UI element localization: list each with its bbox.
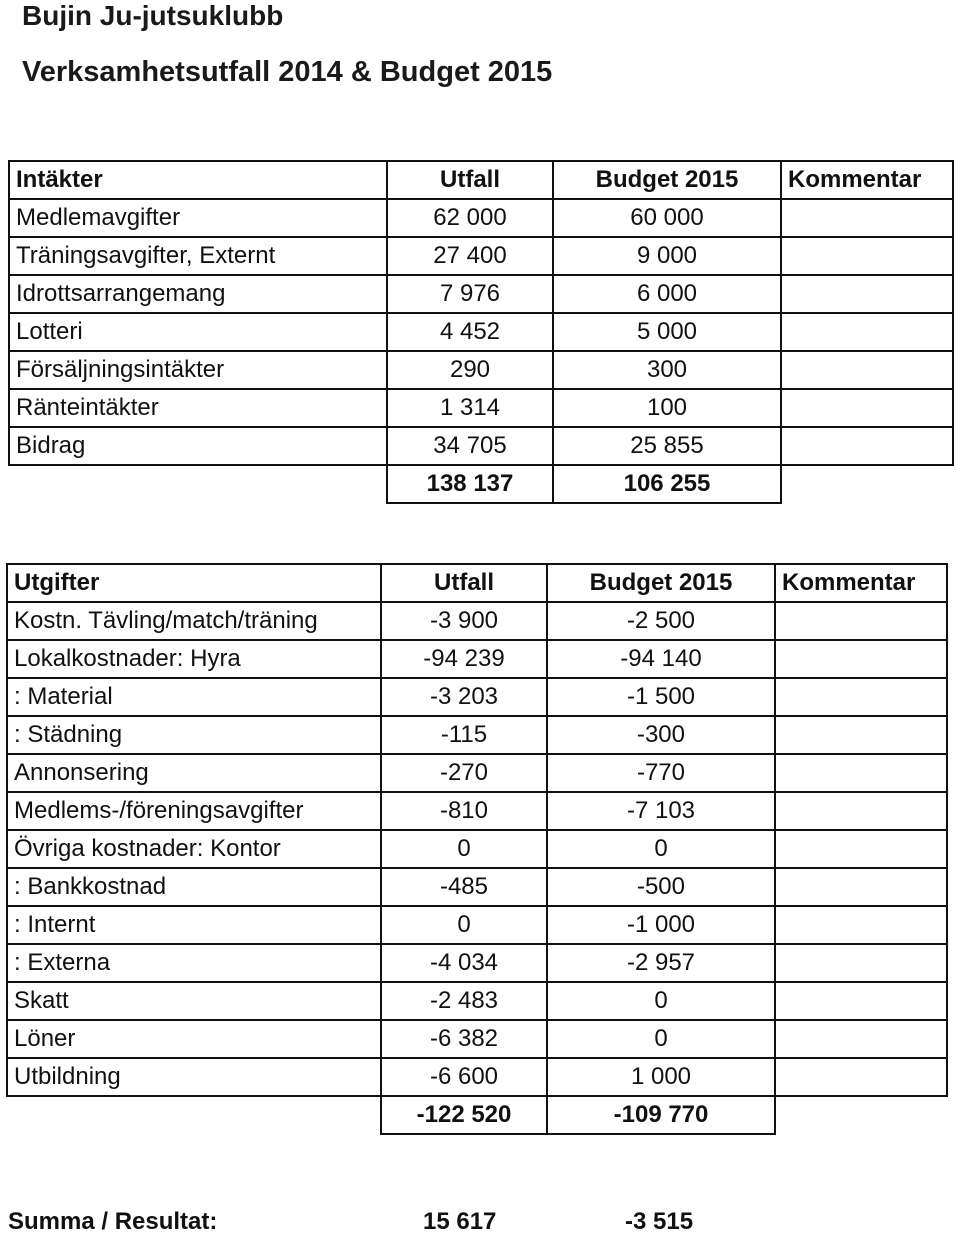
row-label: : Internt [7, 906, 381, 944]
row-label: Löner [7, 1020, 381, 1058]
row-label: Övriga kostnader: Kontor [7, 830, 381, 868]
table-row [7, 678, 947, 716]
budget-value: 6 000 [553, 275, 781, 313]
budget-value: -1 500 [547, 678, 775, 716]
comment-cell [775, 868, 947, 906]
table-row [9, 389, 953, 427]
utfall-value: 0 [381, 906, 547, 944]
comment-cell [775, 982, 947, 1020]
summary-row [8, 1208, 948, 1242]
utfall-value: -94 239 [381, 640, 547, 678]
row-label: Idrottsarrangemang [9, 275, 387, 313]
row-label: Träningsavgifter, Externt [9, 237, 387, 275]
budget-value: 1 000 [547, 1058, 775, 1096]
utfall-value: -485 [381, 868, 547, 906]
expenses-table [6, 563, 948, 1135]
table-row [9, 275, 953, 313]
budget-value: -1 000 [547, 906, 775, 944]
total-budget-value: -109 770 [547, 1096, 775, 1134]
summary-label: Summa / Resultat: [8, 1208, 218, 1235]
utfall-value: 7 976 [387, 275, 553, 313]
table-row [7, 602, 947, 640]
comment-cell [781, 351, 953, 389]
header-row [7, 564, 947, 602]
section-header: Intäkter [9, 161, 387, 199]
comment-cell [775, 602, 947, 640]
total-spacer [9, 465, 387, 503]
comment-cell [781, 237, 953, 275]
comment-cell [775, 906, 947, 944]
utfall-value: -6 600 [381, 1058, 547, 1096]
total-utfall-value: -122 520 [381, 1096, 547, 1134]
utfall-value: -3 900 [381, 602, 547, 640]
utfall-value: -115 [381, 716, 547, 754]
table-row [9, 351, 953, 389]
utfall-value: 0 [381, 830, 547, 868]
table-row [7, 830, 947, 868]
utfall-value: 1 314 [387, 389, 553, 427]
utfall-header: Utfall [387, 161, 553, 199]
total-row [9, 465, 953, 503]
budget-value: -2 957 [547, 944, 775, 982]
row-label: Bidrag [9, 427, 387, 465]
table-row [7, 982, 947, 1020]
table-row [9, 313, 953, 351]
comment-cell [775, 830, 947, 868]
comment-cell [781, 313, 953, 351]
budget-value: 5 000 [553, 313, 781, 351]
utfall-value: -270 [381, 754, 547, 792]
utfall-header: Utfall [381, 564, 547, 602]
row-label: : Externa [7, 944, 381, 982]
utfall-value: 290 [387, 351, 553, 389]
total-spacer [781, 465, 953, 503]
utfall-value: 27 400 [387, 237, 553, 275]
comment-cell [781, 427, 953, 465]
budget-value: -500 [547, 868, 775, 906]
table-row [7, 1058, 947, 1096]
comment-cell [775, 678, 947, 716]
budget-value: 0 [547, 982, 775, 1020]
utfall-value: 62 000 [387, 199, 553, 237]
table-row [7, 792, 947, 830]
row-label: Utbildning [7, 1058, 381, 1096]
budget-value: -770 [547, 754, 775, 792]
table-row [9, 237, 953, 275]
club-name: Bujin Ju-jutsuklubb [22, 0, 284, 31]
row-label: Lokalkostnader: Hyra [7, 640, 381, 678]
row-label: Lotteri [9, 313, 387, 351]
budget-header: Budget 2015 [553, 161, 781, 199]
row-label: : Bankkostnad [7, 868, 381, 906]
header-row [9, 161, 953, 199]
table-row [7, 944, 947, 982]
budget-value: 9 000 [553, 237, 781, 275]
total-budget-value: 106 255 [553, 465, 781, 503]
budget-value: 25 855 [553, 427, 781, 465]
budget-value: 60 000 [553, 199, 781, 237]
table-row [7, 640, 947, 678]
summary-utfall-value: 15 617 [423, 1208, 497, 1235]
budget-value: 0 [547, 830, 775, 868]
utfall-value: 4 452 [387, 313, 553, 351]
comment-cell [781, 199, 953, 237]
row-label: Medlems-/föreningsavgifter [7, 792, 381, 830]
section-header: Utgifter [7, 564, 381, 602]
comment-cell [775, 944, 947, 982]
budget-value: -300 [547, 716, 775, 754]
comment-cell [775, 1058, 947, 1096]
summary-budget-value: -3 515 [625, 1208, 694, 1235]
total-spacer [775, 1096, 947, 1134]
table-row [7, 754, 947, 792]
budget-value: -7 103 [547, 792, 775, 830]
comment-cell [775, 640, 947, 678]
table-row [7, 868, 947, 906]
comment-cell [775, 1020, 947, 1058]
budget-value: -94 140 [547, 640, 775, 678]
row-label: : Städning [7, 716, 381, 754]
utfall-value: 34 705 [387, 427, 553, 465]
total-utfall-value: 138 137 [387, 465, 553, 503]
budget-value: 0 [547, 1020, 775, 1058]
row-label: Medlemavgifter [9, 199, 387, 237]
table-row [9, 199, 953, 237]
comment-cell [775, 792, 947, 830]
table-row [7, 1020, 947, 1058]
budget-value: -2 500 [547, 602, 775, 640]
comment-cell [775, 754, 947, 792]
table-row [7, 906, 947, 944]
comment-cell [781, 275, 953, 313]
budget-value: 100 [553, 389, 781, 427]
comment-header: Kommentar [775, 564, 947, 602]
utfall-value: -3 203 [381, 678, 547, 716]
row-label: Försäljningsintäkter [9, 351, 387, 389]
budget-value: 300 [553, 351, 781, 389]
row-label: Ränteintäkter [9, 389, 387, 427]
row-label: Skatt [7, 982, 381, 1020]
income-table [8, 160, 954, 504]
document-subtitle: Verksamhetsutfall 2014 & Budget 2015 [22, 56, 553, 88]
comment-header: Kommentar [781, 161, 953, 199]
utfall-value: -2 483 [381, 982, 547, 1020]
utfall-value: -810 [381, 792, 547, 830]
table-row [7, 716, 947, 754]
utfall-value: -4 034 [381, 944, 547, 982]
total-row [7, 1096, 947, 1134]
utfall-value: -6 382 [381, 1020, 547, 1058]
budget-header: Budget 2015 [547, 564, 775, 602]
row-label: : Material [7, 678, 381, 716]
row-label: Kostn. Tävling/match/träning [7, 602, 381, 640]
comment-cell [781, 389, 953, 427]
row-label: Annonsering [7, 754, 381, 792]
total-spacer [7, 1096, 381, 1134]
comment-cell [775, 716, 947, 754]
table-row [9, 427, 953, 465]
